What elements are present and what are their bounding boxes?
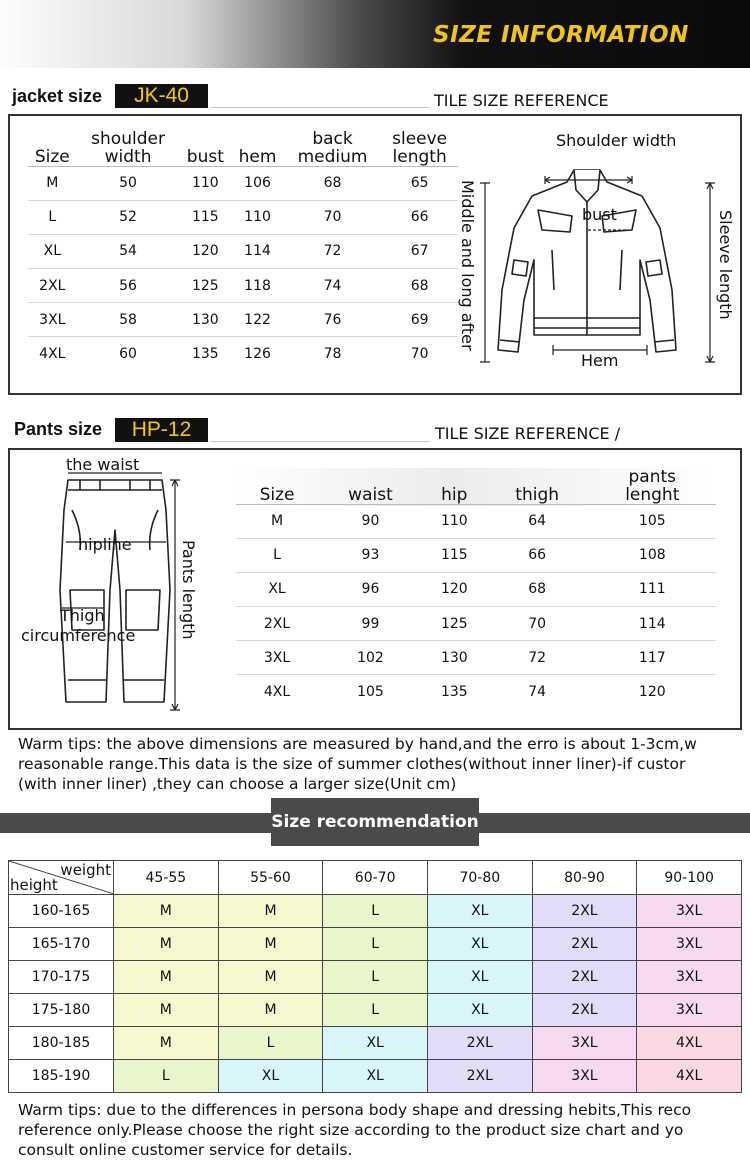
size-cell: M: [218, 961, 323, 994]
size-cell: XL: [427, 994, 532, 1027]
weight-header: 55-60: [218, 861, 323, 895]
header-line: width: [104, 146, 152, 167]
thigh-circumference-label: circumference: [21, 626, 136, 645]
size-cell: 4XL: [637, 1027, 742, 1060]
shoulder-width-label: Shoulder width: [556, 131, 677, 150]
table-cell: 115: [440, 547, 468, 564]
header-line: waist: [348, 484, 393, 505]
table-row: [28, 166, 458, 200]
table-cell: 115: [191, 209, 219, 226]
column-header: [28, 124, 77, 166]
size-cell: 3XL: [532, 1060, 637, 1093]
size-cell: 2XL: [532, 994, 637, 1027]
tips-line: Warm tips: due to the differences in persona body shape and dressing hebits,This reco: [18, 1101, 692, 1119]
pants-size-table: [236, 466, 716, 709]
header-line: Size: [34, 146, 70, 167]
table-row: [9, 994, 742, 1027]
size-cell: L: [218, 1027, 323, 1060]
size-cell: M: [114, 1027, 219, 1060]
hipline-label: hipline: [78, 535, 132, 554]
table-cell: XL: [268, 581, 286, 598]
size-cell: XL: [427, 895, 532, 928]
table-cell: 66: [528, 547, 547, 564]
table-cell: L: [48, 209, 57, 226]
weight-header: 60-70: [323, 861, 428, 895]
size-cell: 3XL: [637, 895, 742, 928]
column-header: [486, 466, 589, 504]
table-cell: 135: [191, 346, 219, 363]
size-cell: M: [114, 928, 219, 961]
header-line: pants: [628, 466, 677, 487]
corner-weight: weight: [60, 861, 111, 879]
table-cell: 90: [361, 513, 380, 530]
table-cell: 126: [244, 346, 271, 363]
sleeve-length-label: Sleeve length: [716, 210, 735, 320]
table-cell: 114: [638, 615, 666, 632]
size-cell: L: [323, 928, 428, 961]
size-cell: 3XL: [637, 994, 742, 1027]
corner-height: height: [10, 876, 58, 894]
height-cell: 165-170: [9, 928, 114, 961]
table-row: [28, 303, 458, 337]
size-cell: M: [218, 994, 323, 1027]
table-row: [9, 1027, 742, 1060]
table-cell: 135: [440, 684, 468, 701]
header-line: shoulder: [91, 128, 165, 149]
table-cell: 118: [244, 277, 271, 294]
table-cell: 105: [638, 513, 666, 530]
weight-header: 70-80: [427, 861, 532, 895]
tips-line: consult online customer service for details.: [18, 1141, 353, 1159]
table-cell: 120: [638, 684, 666, 701]
table-cell: 68: [410, 277, 429, 294]
table-cell: 68: [323, 175, 342, 192]
table-cell: 50: [119, 175, 137, 192]
table-row: [236, 572, 716, 606]
size-cell: XL: [427, 961, 532, 994]
table-cell: 130: [191, 311, 219, 328]
banner-title: SIZE INFORMATION: [433, 22, 689, 48]
size-recommendation-table: [8, 860, 742, 1093]
table-row: [9, 895, 742, 928]
column-header: [318, 466, 423, 504]
size-cell: M: [114, 961, 219, 994]
divider: [210, 107, 430, 108]
table-row: [9, 961, 742, 994]
column-header: [589, 466, 716, 504]
table-cell: 72: [323, 243, 342, 260]
table-cell: 3XL: [39, 311, 66, 328]
table-cell: 2XL: [263, 615, 291, 632]
header-line: thigh: [515, 484, 560, 505]
size-cell: 2XL: [532, 895, 637, 928]
table-cell: M: [270, 513, 284, 530]
size-cell: XL: [218, 1060, 323, 1093]
size-cell: XL: [323, 1027, 428, 1060]
table-cell: 72: [528, 649, 547, 666]
weight-header: 90-100: [637, 861, 742, 895]
column-header: [381, 124, 458, 166]
header-line: length: [392, 146, 447, 167]
size-cell: M: [114, 895, 219, 928]
table-cell: XL: [43, 243, 62, 260]
table-cell: 120: [191, 243, 219, 260]
pants-outline: [60, 480, 170, 702]
jacket-code-badge: JK-40: [115, 84, 208, 108]
table-row: [236, 675, 716, 709]
warm-tips-2: [18, 1100, 750, 1160]
header-line: hip: [441, 484, 468, 505]
size-cell: M: [114, 994, 219, 1027]
table-cell: 130: [440, 649, 468, 666]
table-cell: 60: [119, 346, 137, 363]
table-cell: 70: [528, 615, 547, 632]
table-cell: 4XL: [263, 684, 291, 701]
size-cell: 2XL: [427, 1027, 532, 1060]
table-cell: 125: [440, 615, 468, 632]
pants-length-label: Pants length: [179, 540, 198, 640]
column-header: [236, 466, 318, 504]
table-cell: M: [46, 175, 59, 192]
size-cell: L: [323, 895, 428, 928]
table-cell: 74: [528, 684, 547, 701]
table-cell: 70: [323, 209, 342, 226]
header-line: back: [312, 128, 353, 149]
column-header: [179, 124, 231, 166]
table-cell: 74: [323, 277, 342, 294]
table-cell: 76: [323, 311, 342, 328]
table-cell: 4XL: [39, 346, 66, 363]
size-cell: 2XL: [532, 928, 637, 961]
table-cell: 58: [119, 311, 137, 328]
tips-line: (with inner liner) ,they can choose a larger size(Unit cm): [18, 775, 457, 793]
jacket-ref-title: TILE SIZE REFERENCE: [434, 91, 609, 110]
size-cell: 3XL: [532, 1027, 637, 1060]
middle-long-label: Middle and long after: [458, 180, 477, 351]
table-cell: 99: [361, 615, 380, 632]
header-line: medium: [297, 146, 368, 167]
table-cell: 2XL: [39, 277, 66, 294]
recommendation-title: Size recommendation: [271, 798, 479, 846]
header-line: lenght: [625, 484, 680, 505]
jacket-size-table: [28, 124, 458, 371]
size-cell: XL: [323, 1060, 428, 1093]
pants-code-badge: HP-12: [115, 418, 208, 442]
size-cell: M: [218, 928, 323, 961]
column-header: [284, 124, 381, 166]
table-cell: 106: [244, 175, 271, 192]
table-cell: 108: [638, 547, 666, 564]
bust-label: bust: [582, 205, 617, 224]
table-row: [236, 641, 716, 675]
table-cell: 68: [528, 581, 547, 598]
height-cell: 160-165: [9, 895, 114, 928]
table-cell: 69: [410, 311, 429, 328]
size-cell: XL: [427, 928, 532, 961]
table-row: [9, 928, 742, 961]
hem-label: Hem: [581, 351, 619, 370]
table-cell: 105: [357, 684, 384, 701]
size-cell: M: [218, 895, 323, 928]
table-row: [236, 538, 716, 572]
table-cell: 110: [440, 513, 468, 530]
tips-line: reference only.Please choose the right size according to the product size chart and yo: [18, 1121, 684, 1139]
column-header: [77, 124, 180, 166]
column-header: [423, 466, 486, 504]
size-cell: 3XL: [637, 961, 742, 994]
table-cell: 110: [244, 209, 271, 226]
size-cell: L: [114, 1060, 219, 1093]
header-line: Size: [259, 484, 295, 505]
table-row: [9, 1060, 742, 1093]
table-row: [28, 234, 458, 268]
divider: [210, 441, 430, 442]
table-cell: 125: [191, 277, 219, 294]
thigh-label: Thigh: [60, 606, 105, 625]
table-cell: 3XL: [263, 649, 291, 666]
table-cell: 117: [638, 649, 666, 666]
table-cell: 111: [638, 581, 666, 598]
size-cell: 2XL: [427, 1060, 532, 1093]
table-cell: 65: [410, 175, 429, 192]
waist-label: the waist: [66, 455, 140, 474]
table-cell: 78: [323, 346, 342, 363]
header-line: bust: [186, 146, 224, 167]
table-cell: 120: [440, 581, 468, 598]
size-cell: 2XL: [532, 961, 637, 994]
weight-header: 45-55: [114, 861, 219, 895]
header-line: sleeve: [392, 128, 448, 149]
table-cell: 96: [361, 581, 380, 598]
pants-ref-title: TILE SIZE REFERENCE /: [435, 424, 621, 443]
table-cell: 122: [244, 311, 271, 328]
table-cell: 52: [119, 209, 137, 226]
table-cell: 66: [410, 209, 429, 226]
table-cell: 102: [357, 649, 384, 666]
jacket-size-label: jacket size: [12, 86, 103, 106]
corner-cell: [9, 861, 114, 895]
table-row: [236, 504, 716, 538]
tips-line: Warm tips: the above dimensions are measured by hand,and the erro is about 1-3cm,w: [18, 735, 697, 753]
weight-header: 80-90: [532, 861, 637, 895]
table-cell: 70: [410, 346, 429, 363]
jacket-outline: [498, 170, 676, 352]
table-row: [28, 200, 458, 234]
warm-tips-1: [18, 734, 750, 794]
table-cell: 110: [191, 175, 219, 192]
height-cell: 170-175: [9, 961, 114, 994]
table-cell: 67: [410, 243, 429, 260]
header-line: hem: [238, 146, 277, 167]
table-row: [236, 607, 716, 641]
height-cell: 185-190: [9, 1060, 114, 1093]
pants-size-label: Pants size: [14, 419, 103, 439]
table-row: [28, 269, 458, 303]
size-cell: 4XL: [637, 1060, 742, 1093]
table-row: [28, 337, 458, 371]
table-cell: 114: [244, 243, 271, 260]
size-cell: L: [323, 994, 428, 1027]
table-cell: 54: [119, 243, 137, 260]
height-cell: 180-185: [9, 1027, 114, 1060]
size-cell: 3XL: [637, 928, 742, 961]
column-header: [231, 124, 284, 166]
table-cell: 93: [361, 547, 380, 564]
height-cell: 175-180: [9, 994, 114, 1027]
table-cell: L: [273, 547, 281, 564]
size-cell: L: [323, 961, 428, 994]
jacket-diagram: [472, 150, 742, 370]
table-cell: 56: [119, 277, 137, 294]
tips-line: reasonable range.This data is the size of summer clothes(without inner liner)-if custor: [18, 755, 686, 773]
table-cell: 64: [528, 513, 547, 530]
